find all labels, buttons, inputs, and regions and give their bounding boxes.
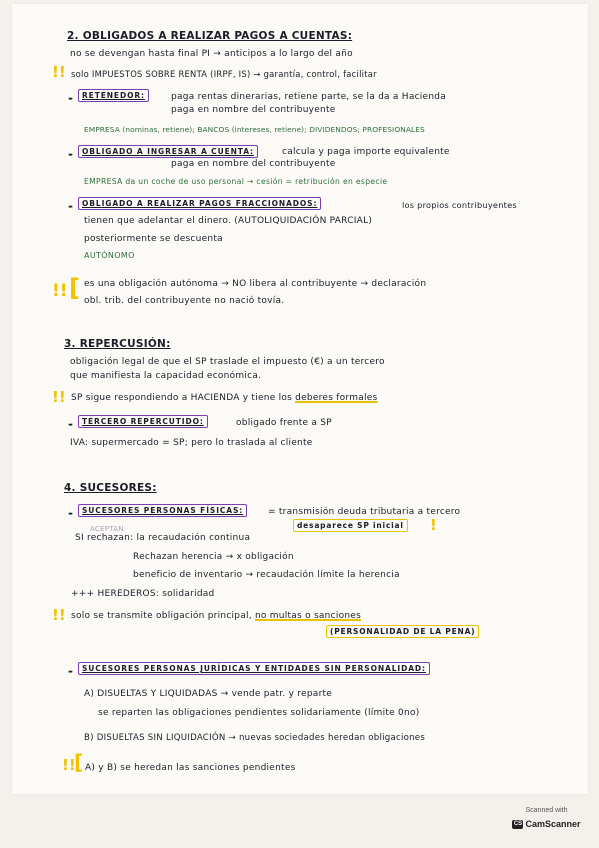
personalidad-pena: (PERSONALIDAD DE LA PENA) <box>326 625 479 638</box>
highlight-exclamation-icon: !! <box>52 388 66 406</box>
reparten-obligaciones: se reparten las obligaciones pendientes solidariamente (límite 0no) <box>98 708 420 718</box>
ingresar-text1: calcula y paga importe equivalente <box>282 147 450 157</box>
section-2-title: 2. OBLIGADOS A REALIZAR PAGOS A CUENTAS: <box>67 30 353 42</box>
rechazan-herencia: Rechazan herencia → x obligación <box>133 552 294 562</box>
aceptan-note: ACEPTAN <box>90 525 124 533</box>
fraccionados-text3: posteriormente se descuenta <box>84 234 223 244</box>
personas-juridicas-label: SUCESORES PERSONAS JURÍDICAS Y ENTIDADES SIN PERSONALIDAD: <box>78 662 430 675</box>
camscanner-logo-icon: CS <box>513 821 523 828</box>
si-rechazan: SI rechazan: la recaudación continua <box>75 533 251 543</box>
camscanner-watermark: Scanned with CS CamScanner <box>513 807 581 829</box>
pf-text1: = transmisión deuda tributaria a tercero <box>268 507 461 517</box>
iva-example: IVA: supermercado = SP; pero lo traslada al cliente <box>70 438 313 448</box>
autonoma-note-2: obl. trib. del contribuyente no nació tovía. <box>84 296 285 306</box>
retenedor-text1: paga rentas dinerarias, retiene parte, se la da a Hacienda <box>171 92 447 102</box>
solo-principal: solo se transmite obligación principal, no multas o sanciones <box>71 611 362 621</box>
s3-line2: que manifiesta la capacidad económica. <box>70 371 262 381</box>
section-4-title: 4. SUCESORES: <box>64 482 157 494</box>
s3-line1: obligación legal de que el SP traslade el impuesto (€) a un tercero <box>70 357 385 367</box>
fraccionados-text1: los propios contribuyentes <box>402 200 517 210</box>
highlight-exclamation-icon: !! <box>52 606 66 624</box>
bullet-dash: - <box>68 91 73 105</box>
highlight-exclamation-icon: !! <box>52 63 66 81</box>
disueltas-liquidadas: A) DISUELTAS Y LIQUIDADAS → vende patr. y reparte <box>84 689 333 699</box>
s3-line3: SP sigue respondiendo a HACIENDA y tiene los deberes formales <box>71 393 378 403</box>
section-3-title: 3. REPERCUSIÓN: <box>64 338 171 350</box>
desaparece-label: desaparece SP inicial <box>293 519 408 532</box>
bullet-dash: - <box>68 506 73 520</box>
beneficio-inventario: beneficio de inventario → recaudación límite la herencia <box>133 570 400 580</box>
highlight-exclamation-icon: ! <box>430 516 437 534</box>
sanciones-heredadas: A) y B) se heredan las sanciones pendientes <box>85 763 296 773</box>
ingresar-text2: paga en nombre del contribuyente <box>171 159 336 169</box>
empresa-example-2: EMPRESA da un coche de uso personal → cesión = retribución en especie <box>84 177 388 186</box>
bullet-dash: - <box>68 147 73 161</box>
s2-line2: solo IMPUESTOS SOBRE RENTA (IRPF, IS) → garantía, control, facilitar <box>71 69 377 79</box>
fraccionados-label: OBLIGADO A REALIZAR PAGOS FRACCIONADOS: <box>78 197 321 210</box>
ingresar-label: OBLIGADO A INGRESAR A CUENTA: <box>78 145 258 158</box>
highlight-exclamation-icon: !! <box>62 756 76 774</box>
tercero-label: TERCERO REPERCUTIDO: <box>78 415 208 428</box>
highlight-bracket-icon: [ <box>69 274 80 302</box>
personas-fisicas-label: SUCESORES PERSONAS FÍSICAS: <box>78 504 247 517</box>
empresa-example-1: EMPRESA (nominas, retiene); BANCOS (intereses, retiene); DIVIDENDOS; PROFESIONALES <box>84 125 425 134</box>
s2-line1: no se devengan hasta final PI → anticipos a lo largo del año <box>70 49 353 59</box>
autonoma-note-1: es una obligación autónoma → NO libera al contribuyente → declaración <box>84 279 427 289</box>
highlight-bracket-icon: [ <box>74 750 84 774</box>
tercero-text: obligado frente a SP <box>236 418 332 428</box>
disueltas-sin-liquidacion: B) DISUELTAS SIN LIQUIDACIÓN → nuevas sociedades heredan obligaciones <box>84 733 426 743</box>
highlight-exclamation-icon: !! <box>52 281 68 301</box>
retenedor-text2: paga en nombre del contribuyente <box>171 105 336 115</box>
bullet-dash: - <box>68 417 73 431</box>
retenedor-label: RETENEDOR: <box>78 89 149 102</box>
fraccionados-text2: tienen que adelantar el dinero. (AUTOLIQUIDACIÓN PARCIAL) <box>84 216 373 226</box>
bullet-dash: - <box>68 664 73 678</box>
bullet-dash: - <box>68 199 73 213</box>
herederos: +++ HEREDEROS: solidaridad <box>71 589 215 599</box>
autonomo-label: AUTÓNOMO <box>84 251 135 260</box>
